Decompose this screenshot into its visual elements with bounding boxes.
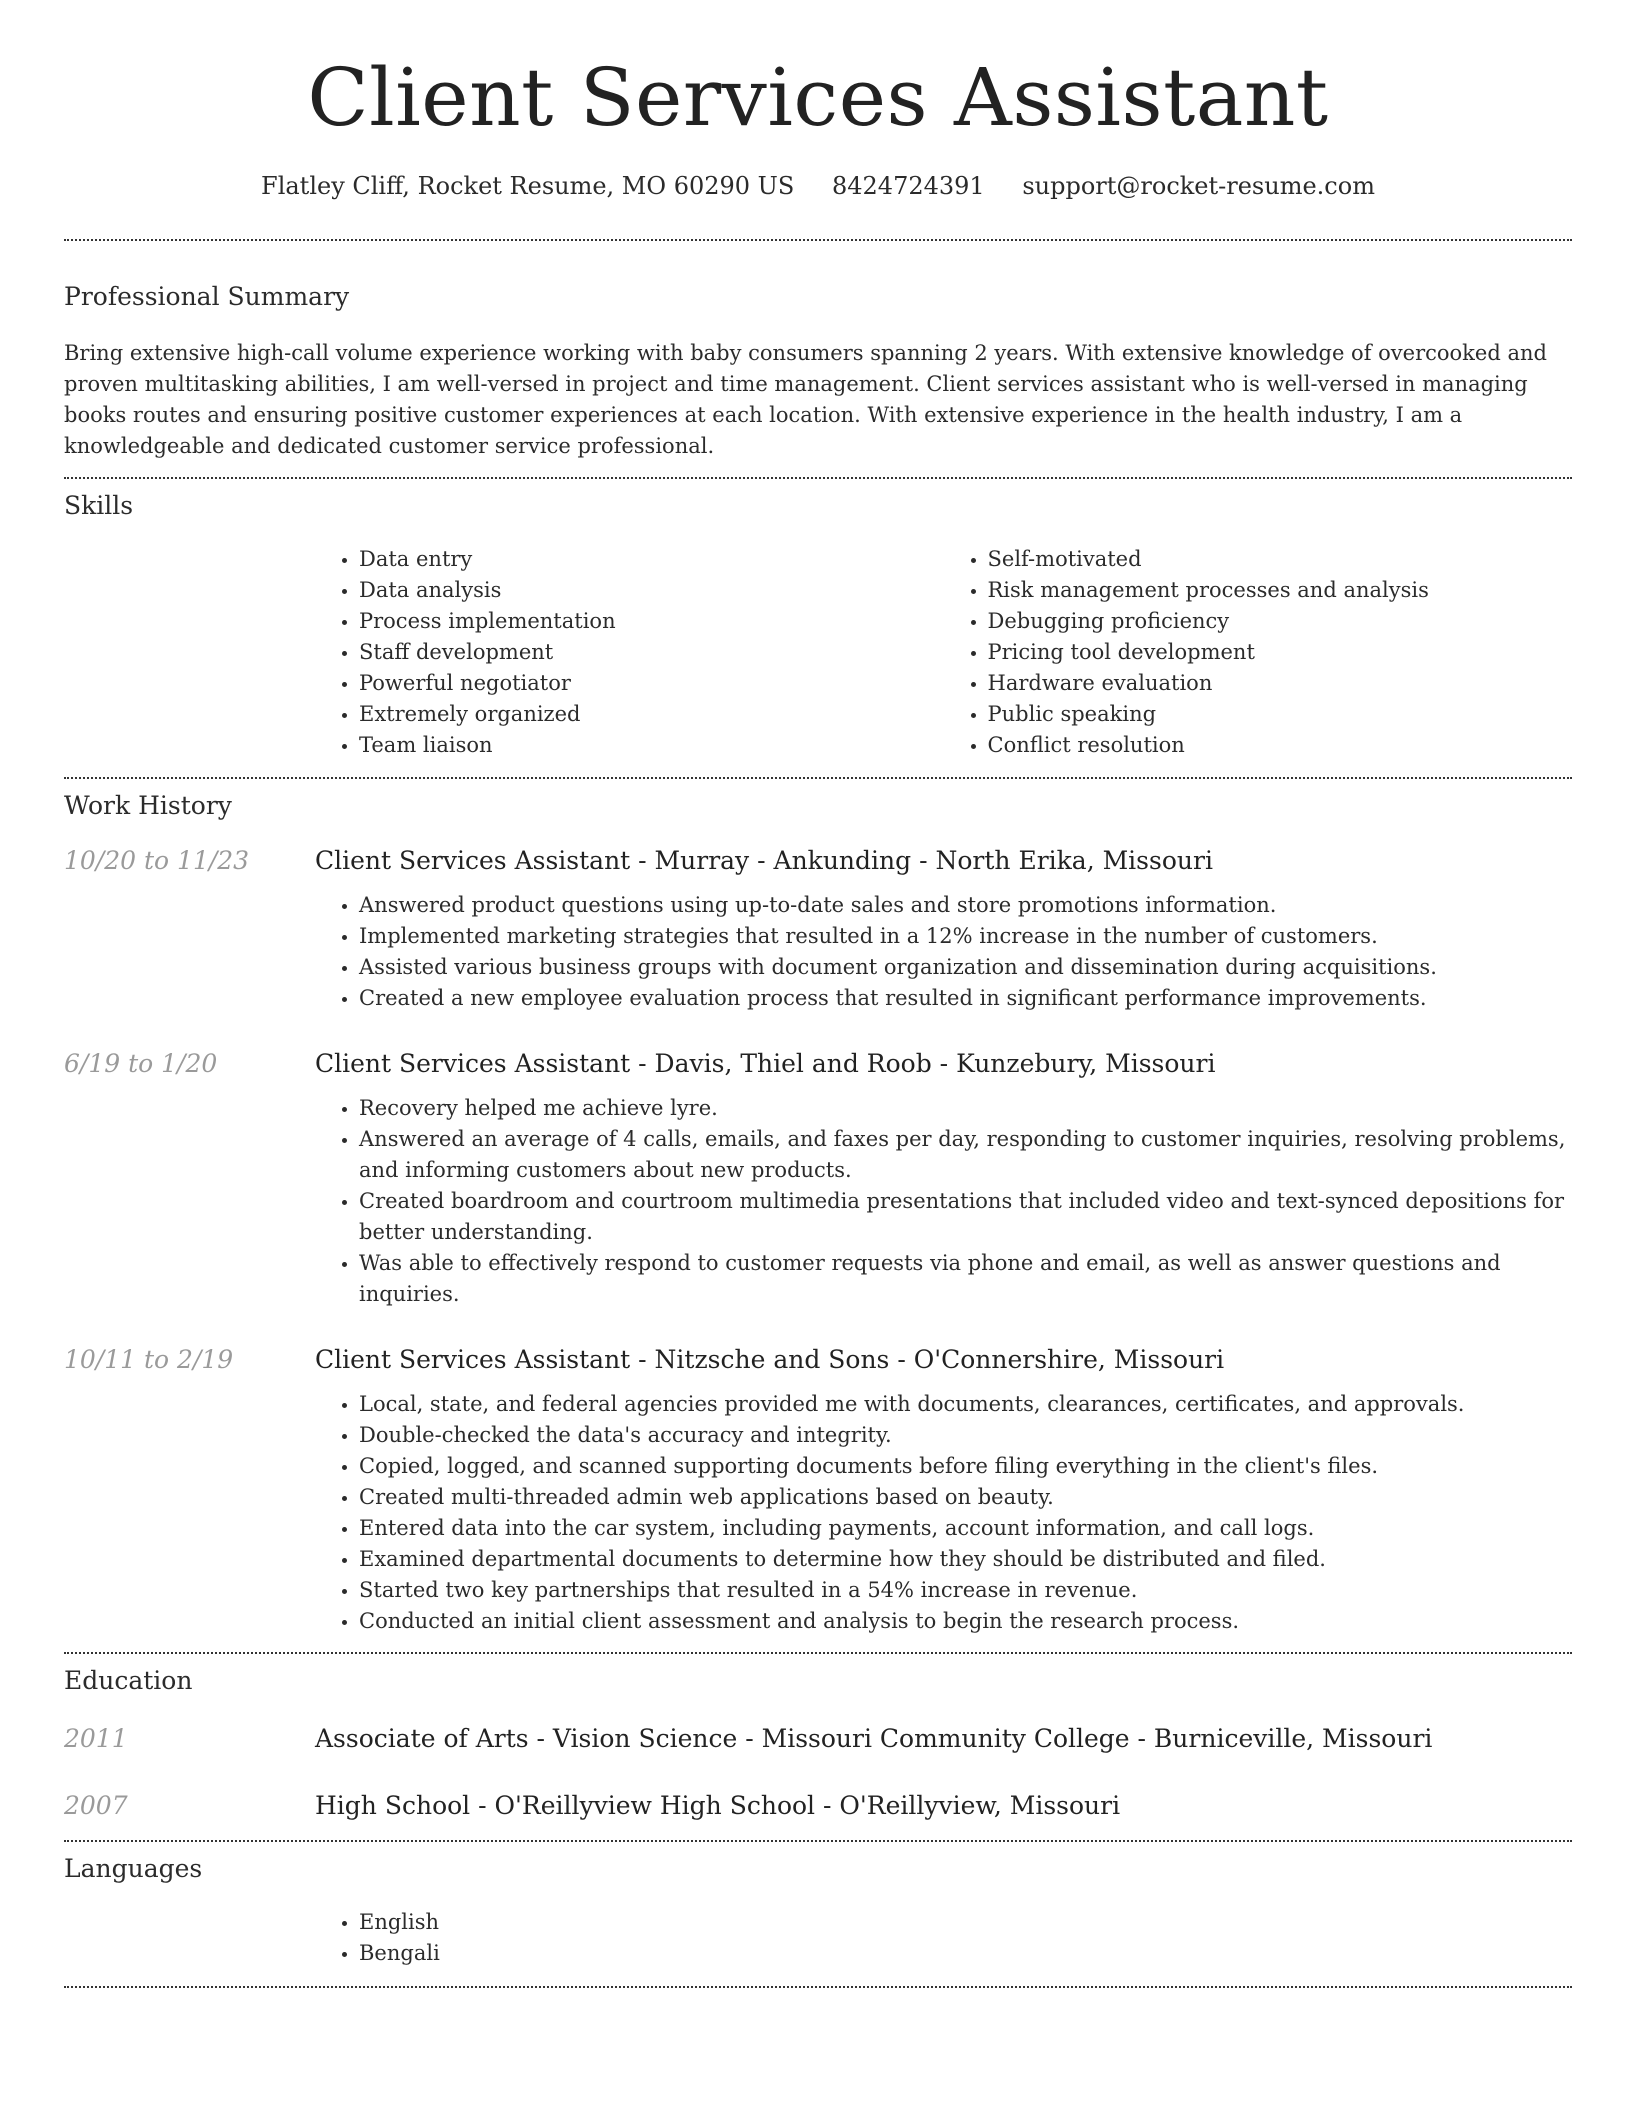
skill-item: • Debugging proficiency [988, 606, 1573, 637]
job-bullets [315, 1093, 1572, 1310]
job-bullet: • Assisted various business groups with document organization and dissemination during acquisitions. [359, 952, 1572, 983]
divider [64, 777, 1572, 779]
work-title: Work History [64, 791, 232, 820]
job-bullet: • Examined departmental documents to determine how they should be distributed and filed. [359, 1544, 1572, 1575]
education-entry [64, 1790, 1572, 1822]
job-dates: 10/11 to 2/19 [64, 1345, 234, 1374]
skill-item: • Extremely organized [359, 699, 944, 730]
job-dates: 10/20 to 11/23 [64, 846, 250, 875]
summary-title: Professional Summary [64, 282, 350, 311]
job-bullet: • Created boardroom and courtroom multimedia presentations that included video and text-synced depositions for better understanding. [359, 1186, 1572, 1248]
job-dates: 6/19 to 1/20 [64, 1049, 218, 1078]
skill-item: • Process implementation [359, 606, 944, 637]
job-body [315, 1048, 1572, 1310]
job-bullets [315, 1389, 1572, 1637]
languages-title: Languages [64, 1854, 203, 1883]
skill-item: • Data analysis [359, 575, 944, 606]
education-title: Education [64, 1666, 193, 1695]
divider [64, 1986, 1572, 1988]
job-bullet: • Was able to effectively respond to customer requests via phone and email, as well as answer questions and inquiries. [359, 1248, 1572, 1310]
education-heading: High School - O'Reillyview High School - O'Reillyview, Missouri [315, 1791, 1121, 1820]
contact-phone: 8424724391 [831, 172, 985, 200]
divider [64, 477, 1572, 479]
job-body [315, 845, 1572, 1014]
skill-item: • Risk management processes and analysis [988, 575, 1573, 606]
job-bullet: • Answered an average of 4 calls, emails, and faxes per day, responding to customer inquiries, resolving problems, and informing customers about new products. [359, 1124, 1572, 1186]
job-bullet: • Created multi-threaded admin web applications based on beauty. [359, 1482, 1572, 1513]
education-year: 2007 [64, 1791, 128, 1820]
contact-address: Flatley Cliff, Rocket Resume, MO 60290 US [261, 172, 795, 200]
job-bullet: • Started two key partnerships that resulted in a 54% increase in revenue. [359, 1575, 1572, 1606]
language-item: • Bengali [359, 1938, 1572, 1969]
skill-item: • Conflict resolution [988, 730, 1573, 761]
skill-item: • Team liaison [359, 730, 944, 761]
skill-item: • Data entry [359, 544, 944, 575]
languages-section [64, 1853, 1572, 1969]
job-heading: Client Services Assistant - Nitzsche and Sons - O'Connershire, Missouri [315, 1345, 1225, 1374]
language-item: • English [359, 1907, 1572, 1938]
skill-item: • Powerful negotiator [359, 668, 944, 699]
education-year: 2011 [64, 1724, 128, 1753]
skills-section [64, 490, 1572, 761]
job-bullet: • Copied, logged, and scanned supporting documents before filing everything in the client's files. [359, 1451, 1572, 1482]
skills-title: Skills [64, 491, 134, 520]
job-entry [64, 1048, 1572, 1310]
skill-item: • Hardware evaluation [988, 668, 1573, 699]
job-bullet: • Implemented marketing strategies that resulted in a 12% increase in the number of customers. [359, 921, 1572, 952]
job-bullet: • Local, state, and federal agencies provided me with documents, clearances, certificates, and approvals. [359, 1389, 1572, 1420]
job-bullet: • Double-checked the data's accuracy and integrity. [359, 1420, 1572, 1451]
contact-line [64, 170, 1572, 202]
skill-item: • Staff development [359, 637, 944, 668]
job-heading: Client Services Assistant - Davis, Thiel and Roob - Kunzebury, Missouri [315, 1049, 1216, 1078]
skills-list-right [944, 544, 1573, 761]
work-section [64, 790, 1572, 1637]
summary-section [64, 281, 1572, 462]
divider [64, 239, 1572, 241]
job-bullet: • Entered data into the car system, including payments, account information, and call logs. [359, 1513, 1572, 1544]
skill-item: • Self-motivated [988, 544, 1573, 575]
resume-name: Client Services Assistant [307, 51, 1329, 144]
contact-email: support@rocket-resume.com [1022, 172, 1375, 200]
job-bullet: • Conducted an initial client assessment and analysis to begin the research process. [359, 1606, 1572, 1637]
job-bullet: • Recovery helped me achieve lyre. [359, 1093, 1572, 1124]
job-entry [64, 1344, 1572, 1637]
languages-list [315, 1907, 1572, 1969]
summary-text: Bring extensive high-call volume experience working with baby consumers spanning 2 years. With extensive knowledge of overcooked and proven multitasking abilities, I am well-versed in project and time management. Client services assistant who is well-versed in managing books routes and ensuring positive customer experiences at each location. With extensive experience in the health industry, I am a knowledgeable and dedicated customer service professional. [64, 341, 1547, 458]
divider [64, 1652, 1572, 1654]
job-bullets [315, 890, 1572, 1014]
job-entry [64, 845, 1572, 1014]
skills-grid [315, 544, 1572, 761]
resume-page [64, 0, 1572, 1988]
divider [64, 1840, 1572, 1842]
skill-item: • Public speaking [988, 699, 1573, 730]
education-section [64, 1665, 1572, 1822]
job-heading: Client Services Assistant - Murray - Ankunding - North Erika, Missouri [315, 846, 1213, 875]
job-bullet: • Created a new employee evaluation process that resulted in significant performance improvements. [359, 983, 1572, 1014]
education-heading: Associate of Arts - Vision Science - Missouri Community College - Burniceville, Missouri [315, 1724, 1433, 1753]
skills-list-left [315, 544, 944, 761]
education-entry [64, 1723, 1572, 1755]
skill-item: • Pricing tool development [988, 637, 1573, 668]
job-bullet: • Answered product questions using up-to-date sales and store promotions information. [359, 890, 1572, 921]
job-body [315, 1344, 1572, 1637]
